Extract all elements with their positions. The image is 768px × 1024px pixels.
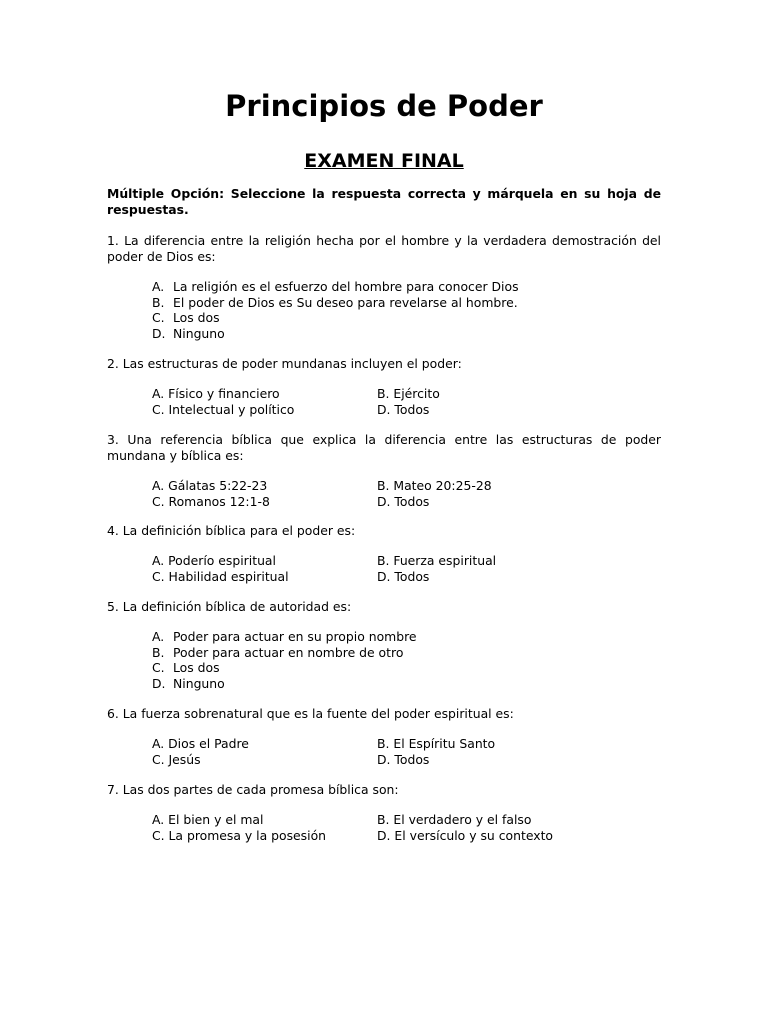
option-d	[152, 326, 661, 342]
option-b: B. Mateo 20:25-28	[377, 478, 492, 493]
question-text: 5. La definición bíblica de autoridad es:	[107, 599, 352, 614]
option-text: El poder de Dios es Su deseo para revelarse al hombre.	[173, 294, 518, 310]
question-text: 1. La diferencia entre la religión hecha por el hombre y la verdadera demostración del poder de Dios es:	[107, 233, 661, 264]
question-3	[107, 432, 661, 509]
option-d	[152, 676, 661, 692]
option-d: D. Todos	[377, 493, 430, 509]
options-grid	[152, 812, 661, 843]
option-letter: A.	[152, 279, 165, 294]
question-5	[107, 599, 661, 691]
option-b: B. Ejército	[377, 386, 440, 401]
option-text: Ninguno	[173, 675, 225, 691]
option-text: Ninguno	[173, 325, 225, 341]
option-b	[152, 645, 661, 661]
option-c: C. Romanos 12:1-8	[152, 493, 270, 509]
option-text: Los dos	[173, 660, 220, 676]
option-letter: B.	[152, 644, 165, 660]
question-text: 2. Las estructuras de poder mundanas incluyen el poder:	[107, 356, 462, 371]
options-grid	[152, 736, 661, 767]
option-c: C. La promesa y la posesión	[152, 827, 327, 843]
option-letter: C.	[152, 660, 165, 676]
option-c	[152, 660, 661, 676]
option-a: A. Poderío espiritual	[152, 553, 276, 568]
option-letter: A.	[152, 629, 165, 644]
option-text: Poder para actuar en su propio nombre	[173, 629, 417, 644]
question-text: 7. Las dos partes de cada promesa bíblica son:	[107, 782, 399, 797]
option-a: A. Gálatas 5:22-23	[152, 478, 268, 493]
option-d: D. Todos	[377, 751, 430, 767]
option-a	[152, 629, 661, 645]
option-letter: B.	[152, 294, 165, 310]
options-grid	[152, 553, 661, 584]
option-a: A. Dios el Padre	[152, 736, 249, 751]
document-title: Principios de Poder	[225, 89, 543, 123]
option-a	[152, 279, 661, 295]
document-subtitle: EXAMEN FINAL	[304, 150, 464, 172]
option-letter: D.	[152, 675, 166, 691]
question-1	[107, 233, 661, 341]
option-letter: D.	[152, 325, 166, 341]
options-list	[152, 629, 661, 691]
question-6	[107, 706, 661, 767]
question-2	[107, 356, 661, 417]
option-a: A. El bien y el mal	[152, 812, 264, 827]
option-d: D. El versículo y su contexto	[377, 827, 554, 843]
question-text: 6. La fuerza sobrenatural que es la fuente del poder espiritual es:	[107, 706, 514, 721]
option-c: C. Jesús	[152, 751, 201, 767]
option-a: A. Físico y financiero	[152, 386, 280, 401]
option-b	[152, 295, 661, 311]
option-c	[152, 310, 661, 326]
option-text: Poder para actuar en nombre de otro	[173, 644, 404, 660]
option-letter: C.	[152, 310, 165, 326]
question-4	[107, 523, 661, 584]
option-text: Los dos	[173, 310, 220, 326]
option-b: B. El Espíritu Santo	[377, 736, 496, 751]
question-text: 4. La definición bíblica para el poder es:	[107, 523, 356, 538]
option-d: D. Todos	[377, 401, 430, 417]
instructions: Múltiple Opción: Seleccione la respuesta correcta y márquela en su hoja de respuestas.	[107, 186, 661, 217]
option-text: La religión es el esfuerzo del hombre para conocer Dios	[173, 279, 519, 294]
option-c: C. Habilidad espiritual	[152, 568, 289, 584]
options-list	[152, 279, 661, 341]
options-grid	[152, 386, 661, 417]
options-grid	[152, 478, 661, 509]
option-b: B. Fuerza espiritual	[377, 553, 497, 568]
question-text: 3. Una referencia bíblica que explica la diferencia entre las estructuras de poder mundana y bíblica es:	[107, 432, 661, 463]
option-d: D. Todos	[377, 568, 430, 584]
question-7	[107, 782, 661, 843]
option-b: B. El verdadero y el falso	[377, 812, 532, 827]
option-c: C. Intelectual y político	[152, 401, 295, 417]
